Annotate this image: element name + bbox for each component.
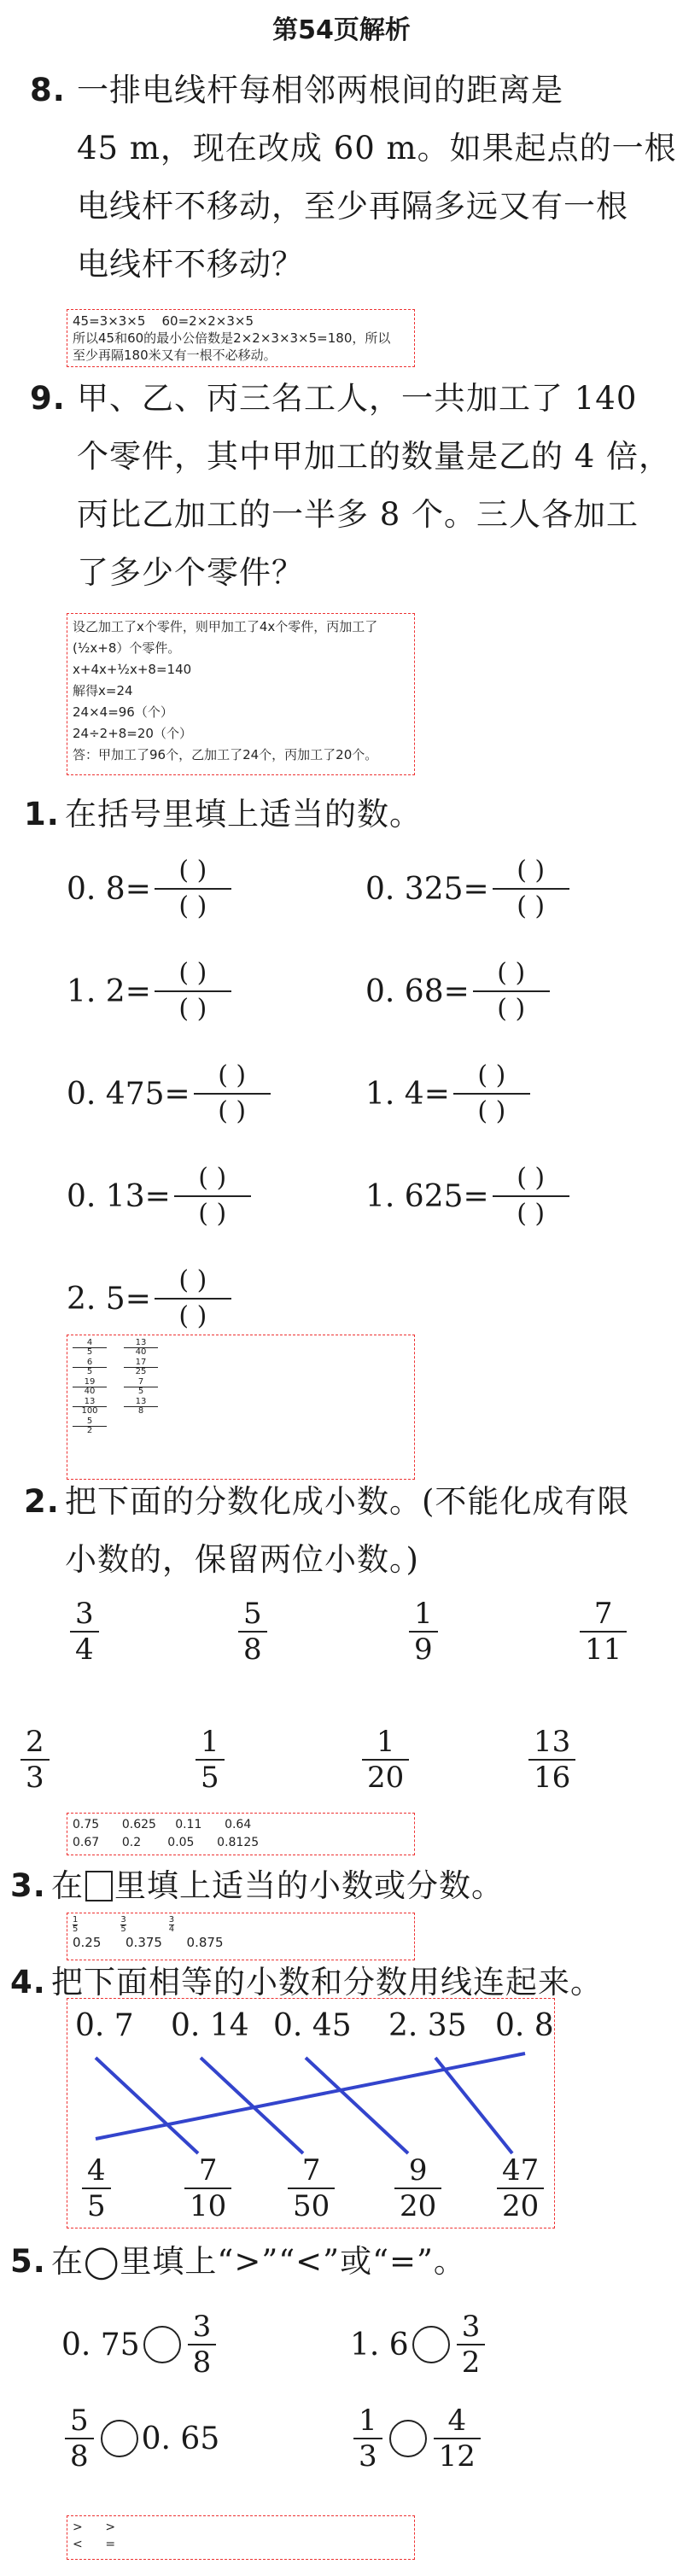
numerator: 7 bbox=[593, 1597, 613, 1631]
compare-b-left: 1. 6 bbox=[350, 2327, 409, 2363]
fill-item-label: 0. 8= bbox=[67, 871, 151, 907]
problem-4-text: 把下面相等的小数和分数用线连起来。 bbox=[51, 1964, 603, 2001]
decimal-item: 0. 14 bbox=[171, 2008, 249, 2043]
fill-item-label: 1. 2= bbox=[67, 973, 151, 1009]
numerator: 3 bbox=[168, 1915, 175, 1925]
denominator: 40 bbox=[84, 1387, 96, 1396]
numerator: 9 bbox=[408, 2153, 428, 2188]
compare-a bbox=[61, 2310, 219, 2380]
problem-3-text-a: 在 bbox=[51, 1867, 84, 1904]
question-9-line-4: 了多少个零件？ bbox=[77, 554, 304, 591]
denominator: 5 bbox=[86, 1367, 93, 1376]
problem-1-text: 在括号里填上适当的数。 bbox=[65, 796, 422, 832]
denominator: 2 bbox=[461, 2345, 481, 2380]
problem-3-text-b: 里填上适当的小数或分数。 bbox=[114, 1867, 504, 1904]
fill-item-label: 0. 475= bbox=[67, 1076, 190, 1112]
denominator: 9 bbox=[414, 1633, 433, 1667]
numerator: 7 bbox=[301, 2153, 321, 2188]
circle-blank-icon bbox=[143, 2326, 181, 2363]
fill-item-label: 0. 325= bbox=[365, 871, 489, 907]
numerator: 13 bbox=[84, 1397, 96, 1406]
answer-line: 0.25 0.375 0.875 bbox=[73, 1935, 224, 1950]
numerator: 1 bbox=[359, 2404, 377, 2438]
denominator: 11 bbox=[585, 1633, 622, 1667]
denominator: 8 bbox=[243, 1633, 262, 1667]
denominator: 5 bbox=[73, 1925, 79, 1934]
denominator: 16 bbox=[534, 1761, 571, 1795]
compare-c-right: 0. 65 bbox=[141, 2421, 220, 2456]
blank-numerator: ( ) bbox=[497, 958, 526, 988]
problem-5-answer bbox=[67, 2515, 415, 2560]
numerator: 1 bbox=[376, 1725, 395, 1759]
fill-item-label: 0. 68= bbox=[365, 973, 470, 1009]
compare-a-left: 0. 75 bbox=[61, 2327, 140, 2363]
denominator: 5 bbox=[87, 2189, 106, 2223]
denominator: 5 bbox=[137, 1387, 144, 1396]
fill-item-label: 2. 5= bbox=[67, 1281, 151, 1317]
blank-denominator: ( ) bbox=[497, 994, 526, 1024]
compare-c bbox=[61, 2404, 219, 2474]
answer-line: < = bbox=[73, 2538, 116, 2551]
question-9-line-3: 丙比乙加工的一半多 8 个。三人各加工 bbox=[77, 496, 639, 533]
answer-line: 24×4=96（个） bbox=[73, 704, 173, 720]
match-line-0.8-4/5 bbox=[96, 2053, 525, 2139]
denominator: 50 bbox=[293, 2189, 330, 2223]
problem-3-number: 3. bbox=[10, 1867, 46, 1904]
page-title: 第54页解析 bbox=[272, 15, 411, 45]
answer-line: 解得x=24 bbox=[73, 683, 133, 698]
numerator: 7 bbox=[198, 2153, 218, 2188]
denominator: 20 bbox=[400, 2189, 437, 2223]
question-8-line-1: 一排电线杆每相邻两根间的距离是 bbox=[77, 72, 563, 108]
denominator: 3 bbox=[26, 1761, 44, 1795]
denominator: 5 bbox=[120, 1925, 126, 1934]
denominator: 4 bbox=[75, 1633, 94, 1667]
blank-denominator: ( ) bbox=[178, 1301, 207, 1331]
denominator: 2 bbox=[86, 1426, 93, 1435]
numerator: 4 bbox=[87, 2153, 106, 2188]
denominator: 5 bbox=[86, 1347, 93, 1357]
blank-denominator: ( ) bbox=[198, 1199, 227, 1229]
match-line-0.7-7/10 bbox=[96, 2058, 198, 2153]
problem-4-number: 4. bbox=[10, 1964, 46, 2001]
denominator: 3 bbox=[359, 2439, 377, 2474]
answer-line: > > bbox=[73, 2521, 116, 2534]
answer-line: 0.75 0.625 0.11 0.64 bbox=[73, 1818, 252, 1831]
decimal-item: 0. 45 bbox=[273, 2008, 352, 2043]
blank-numerator: ( ) bbox=[198, 1163, 227, 1193]
numerator: 19 bbox=[84, 1377, 96, 1387]
match-line-2.35-47/20 bbox=[435, 2058, 512, 2153]
numerator: 1 bbox=[201, 1725, 219, 1759]
numerator: 5 bbox=[243, 1597, 262, 1631]
problem-2-number: 2. bbox=[24, 1483, 60, 1520]
blank-numerator: ( ) bbox=[178, 1265, 207, 1295]
blank-denominator: ( ) bbox=[517, 891, 546, 921]
numerator: 17 bbox=[135, 1358, 147, 1367]
denominator: 8 bbox=[192, 2345, 212, 2380]
circle-blank-icon bbox=[389, 2420, 427, 2457]
numerator: 3 bbox=[192, 2310, 212, 2344]
denominator: 12 bbox=[438, 2439, 476, 2474]
denominator: 5 bbox=[201, 1761, 219, 1795]
numerator: 3 bbox=[75, 1597, 94, 1631]
answer-line: 至少再隔180米又有一根不必移动。 bbox=[73, 348, 277, 363]
fill-item-label: 1. 4= bbox=[365, 1076, 450, 1112]
match-line-0.14-7/50 bbox=[201, 2058, 303, 2153]
blank-numerator: ( ) bbox=[218, 1060, 247, 1090]
denominator: 20 bbox=[502, 2189, 540, 2223]
numerator: 5 bbox=[70, 2404, 89, 2438]
numerator: 2 bbox=[26, 1725, 44, 1759]
answer-line: 答：甲加工了96个，乙加工了24个，丙加工了20个。 bbox=[73, 747, 378, 762]
numerator: 6 bbox=[86, 1358, 93, 1367]
denominator: 25 bbox=[135, 1367, 147, 1376]
problem-2-line-2: 小数的，保留两位小数。) bbox=[65, 1541, 419, 1578]
blank-denominator: ( ) bbox=[218, 1096, 247, 1126]
answer-line: 设乙加工了x个零件，则甲加工了4x个零件，丙加工了 bbox=[73, 619, 378, 634]
numerator: 47 bbox=[502, 2153, 540, 2188]
numerator: 4 bbox=[86, 1338, 93, 1347]
numerator: 3 bbox=[461, 2310, 481, 2344]
question-9-line-2: 个零件，其中甲加工的数量是乙的 4 倍， bbox=[77, 438, 672, 475]
question-8-line-4: 电线杆不移动？ bbox=[77, 246, 304, 283]
blank-numerator: ( ) bbox=[517, 1163, 546, 1193]
question-8-line-2: 45 m，现在改成 60 m。如果起点的一根 bbox=[77, 130, 677, 166]
numerator: 13 bbox=[135, 1397, 147, 1406]
blank-numerator: ( ) bbox=[517, 856, 546, 885]
numerator: 13 bbox=[135, 1338, 147, 1347]
decimal-item: 0. 7 bbox=[75, 2008, 134, 2043]
compare-b bbox=[350, 2310, 488, 2380]
problem-5-heading bbox=[10, 2233, 676, 2291]
answer-line: (½x+8）个零件。 bbox=[73, 640, 181, 656]
denominator: 4 bbox=[168, 1925, 175, 1934]
numerator: 5 bbox=[86, 1417, 93, 1426]
question-9-number: 9. bbox=[30, 380, 66, 417]
blank-denominator: ( ) bbox=[178, 994, 207, 1024]
answer-line: 0.67 0.2 0.05 0.8125 bbox=[73, 1836, 260, 1849]
numerator: 1 bbox=[73, 1915, 79, 1925]
blank-numerator: ( ) bbox=[477, 1060, 506, 1090]
numerator: 13 bbox=[534, 1725, 571, 1759]
denominator: 20 bbox=[367, 1761, 405, 1795]
blank-numerator: ( ) bbox=[178, 958, 207, 988]
answer-line: x+4x+½x+8=140 bbox=[73, 662, 192, 677]
blank-denominator: ( ) bbox=[178, 891, 207, 921]
denominator: 8 bbox=[137, 1406, 144, 1416]
numerator: 3 bbox=[120, 1915, 126, 1925]
answer-line: 45=3×3×5 60=2×2×3×5 bbox=[73, 313, 254, 329]
decimal-item: 0. 8 bbox=[495, 2008, 554, 2043]
denominator: 100 bbox=[81, 1406, 98, 1416]
numerator: 1 bbox=[414, 1597, 433, 1631]
numerator: 7 bbox=[137, 1377, 144, 1387]
denominator: 8 bbox=[70, 2439, 89, 2474]
decimal-item: 2. 35 bbox=[388, 2008, 467, 2043]
circle-blank-icon bbox=[412, 2326, 450, 2363]
question-8-number: 8. bbox=[30, 72, 66, 108]
compare-d bbox=[350, 2404, 484, 2474]
question-8-line-3: 电线杆不移动，至少再隔多远又有一根 bbox=[77, 188, 628, 225]
answer-line: 24÷2+8=20（个） bbox=[73, 726, 192, 741]
match-line-0.45-9/20 bbox=[306, 2058, 408, 2153]
problem-5-number: 5. bbox=[10, 2243, 46, 2280]
problem-1-number: 1. bbox=[24, 796, 60, 832]
question-9-line-1: 甲、乙、丙三名工人，一共加工了 140 bbox=[77, 380, 638, 417]
numerator: 4 bbox=[447, 2404, 467, 2438]
blank-numerator: ( ) bbox=[178, 856, 207, 885]
circle-blank-icon bbox=[101, 2420, 138, 2457]
blank-denominator: ( ) bbox=[517, 1199, 546, 1229]
denominator: 40 bbox=[135, 1347, 147, 1357]
answer-line: 所以45和60的最小公倍数是2×2×3×3×5=180，所以 bbox=[73, 330, 391, 346]
problem-2-line-1: 把下面的分数化成小数。(不能化成有限 bbox=[65, 1483, 630, 1520]
fill-item-label: 1. 625= bbox=[365, 1178, 489, 1214]
blank-denominator: ( ) bbox=[477, 1096, 506, 1126]
denominator: 10 bbox=[190, 2189, 227, 2223]
fill-item-label: 0. 13= bbox=[67, 1178, 171, 1214]
problem-5-text: 在◯里填上“>”“<”或“=”。 bbox=[51, 2243, 466, 2280]
